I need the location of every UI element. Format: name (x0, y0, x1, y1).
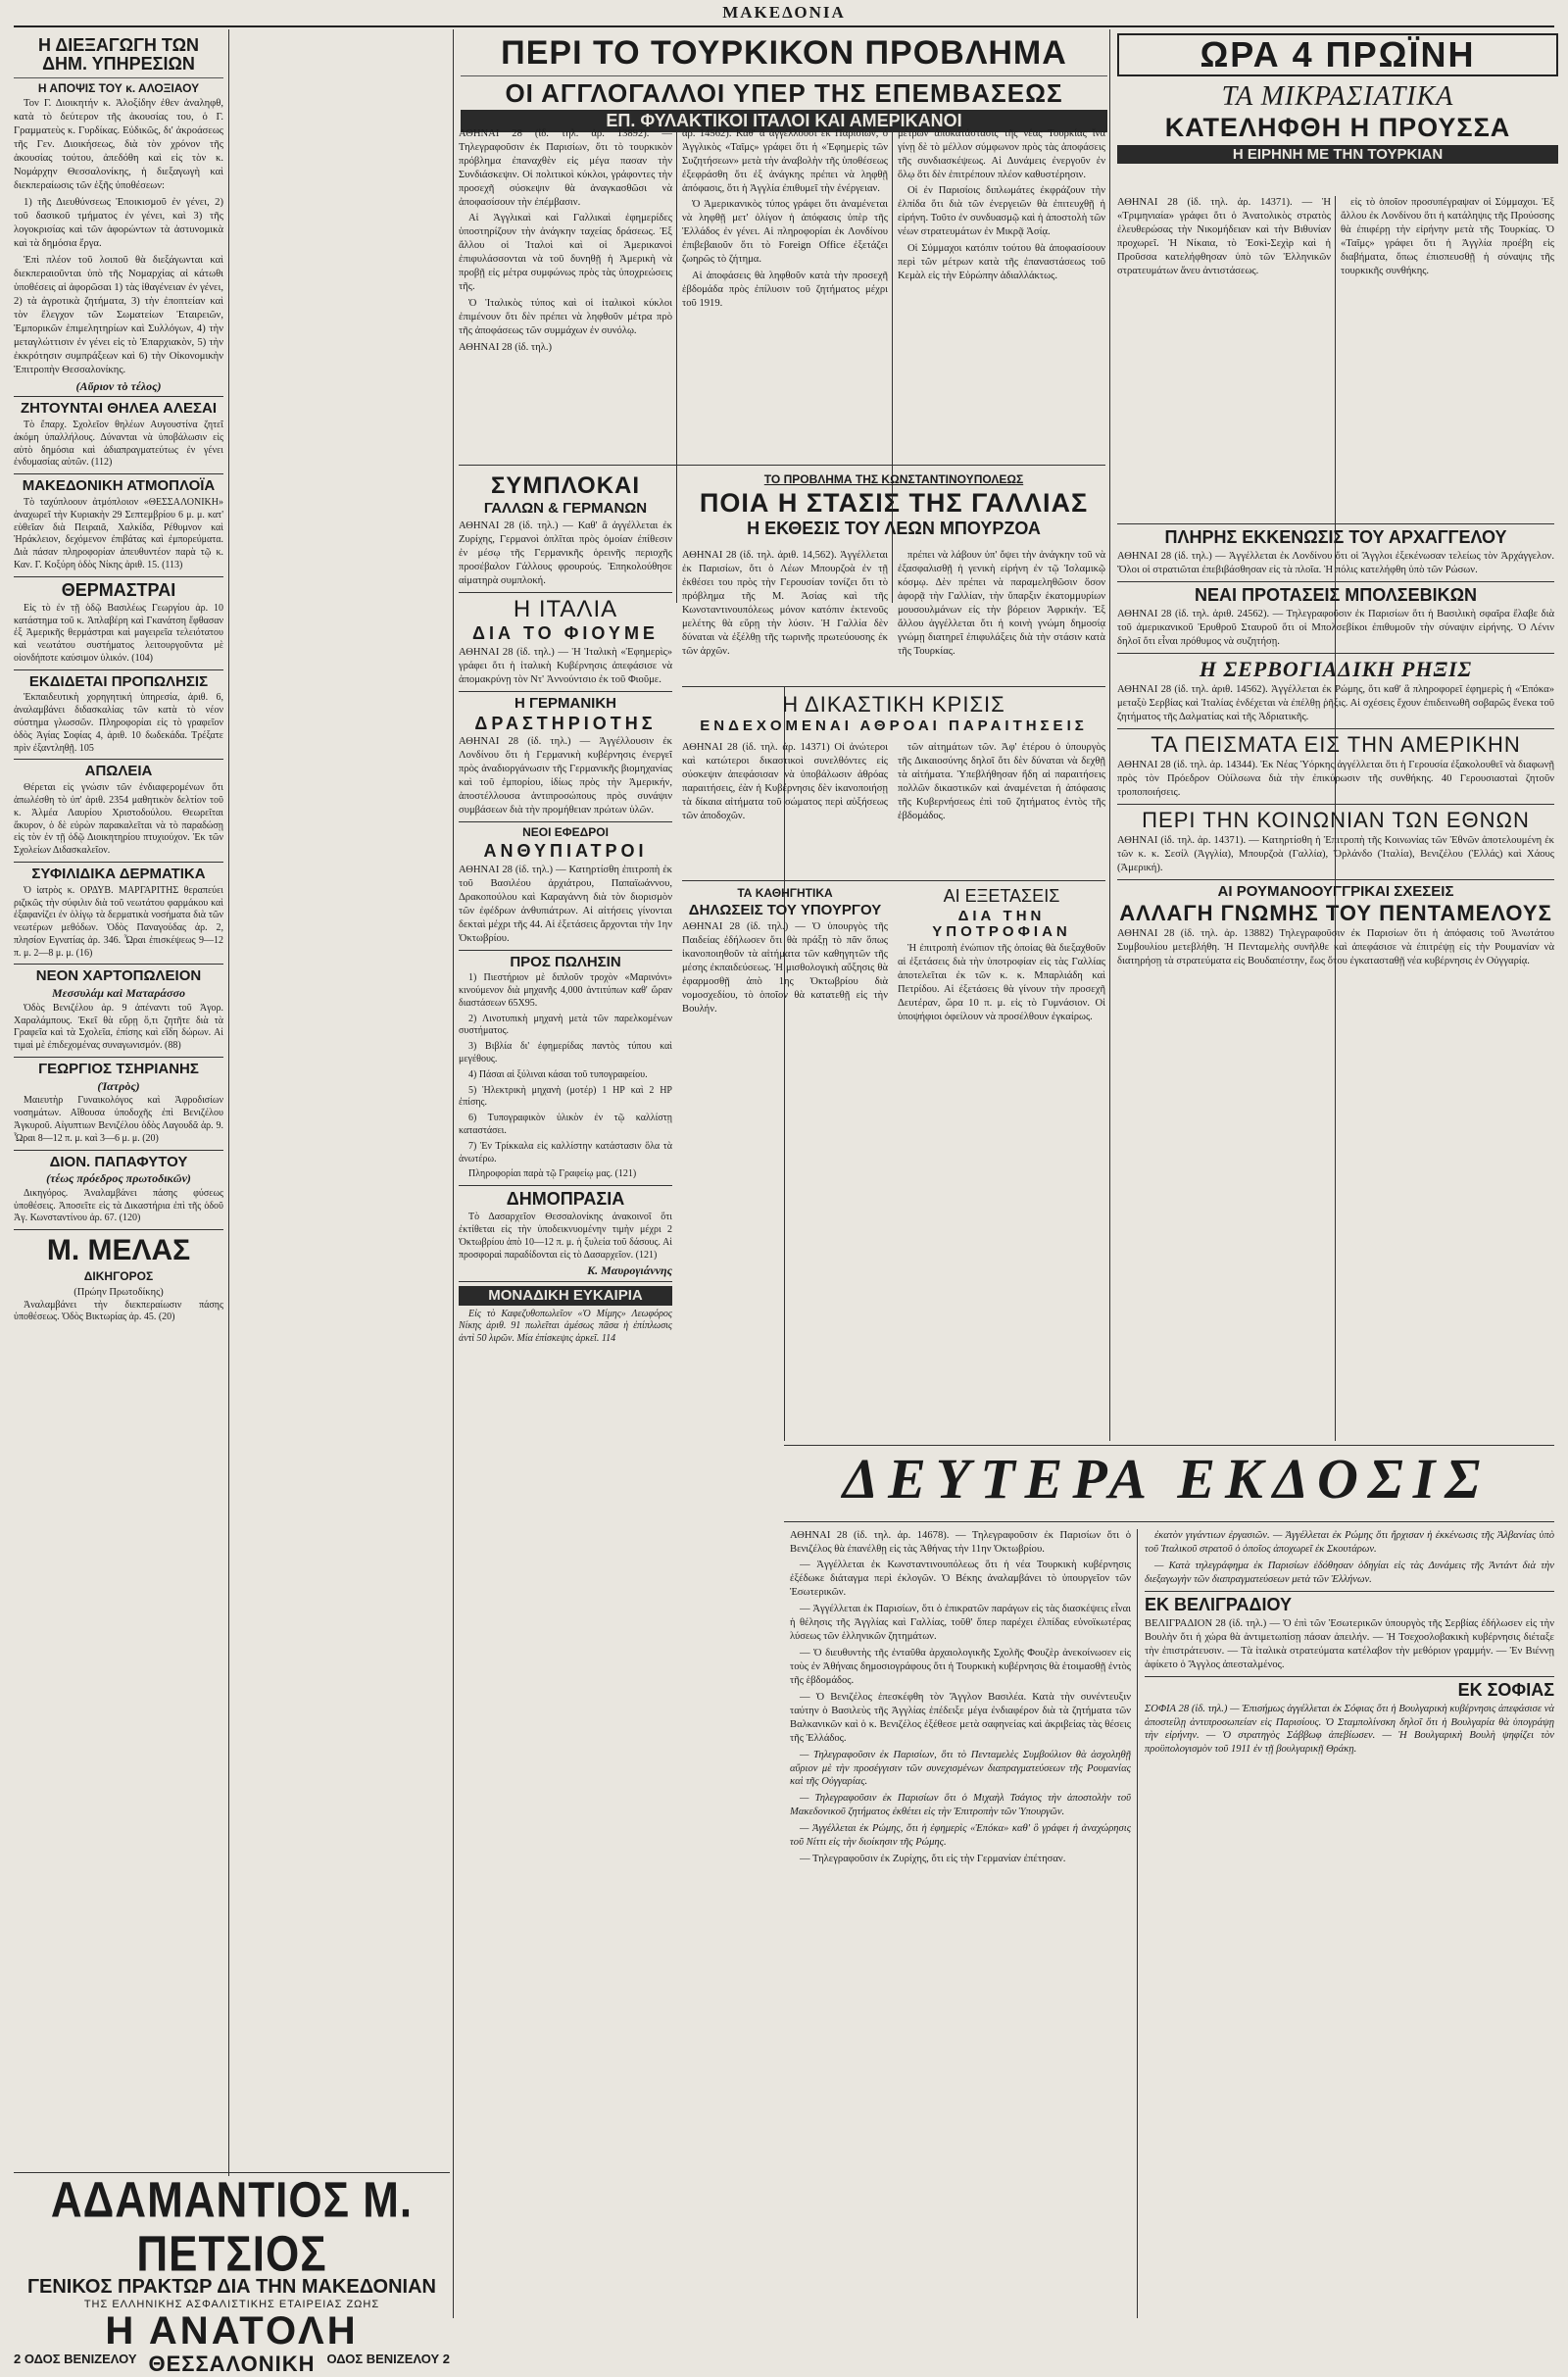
ad-title: ΔΗΜΟΠΡΑΣΙΑ (506, 1189, 625, 1210)
column-rule (1109, 29, 1110, 1441)
article-paragraph: ΑΘΗΝΑΙ 28 (ἰδ. τηλ. ἀρ. 14371). — Ἡ «Τριμηνιαία» γράφει ὅτι ὁ Ἀνατολικὸς στρατὸς ἐλευθερώσας τὴν Νικομήδειαν καὶ τὴν Βιθυνίαν προχωρεῖ. Ἡ Νίκαια, τὸ Ἐσκὶ-Σεχὶρ καὶ ἡ Προῦσσα κατελήφθησαν ὑπὸ τῶν Ἑλληνικῶν στρατευμάτων ἄνευ ἀντιστάσεως. (1117, 197, 1331, 276)
divider (14, 77, 223, 78)
article-paragraph: ΑΘΗΝΑΙ 28 (ἰδ. τηλ. ἀρ. 13882) Τηλεγραφοῦσιν ἐκ Παρισίων ὅτι ἡ ἀπόφασις τοῦ Ἀνωτάτου Συμβουλίου μετεβλήθη. Ἡ Πενταμελὴς συνῆλθε καὶ ἀπεφάσισε νὰ ἐπιτρέψῃ εἰς τὴν Ρουμανίαν νὰ διατηρήσῃ τὰ στρατεύματα εἰς Βουδαπέστην, ἕως ὅτου ἐγκατασταθῇ νέα κυβέρνησις ἐν Οὐγγαρίᾳ. (1117, 928, 1554, 967)
divider (1117, 523, 1554, 524)
divider (784, 1521, 1554, 1522)
story-paragraph: Οἱ ἐν Παρισίοις διπλωμάτες ἐκφράζουν τὴν ἐλπίδα ὅτι διὰ τῶν ἐνεργειῶν θὰ ἐπιτευχθῇ ἡ εἰρήνη. Τοῦτο ἐν συνδυασμῷ καὶ ἡ ἀποστολὴ τῶν νέων στρατευμάτων ἐν Μικρᾷ Ἀσίᾳ. (898, 184, 1105, 237)
divider (459, 950, 672, 951)
istanbul-col-1 (682, 549, 888, 686)
article-subtitle: ΓΑΛΛΩΝ & ΓΕΡΜΑΝΩΝ (483, 500, 648, 518)
second-edition-col-2 (1145, 1529, 1554, 2318)
main-headline: ΠΕΡΙ ΤΟ ΤΟΥΡΚΙΚΟΝ ΠΡΟΒΛΗΜΑ (501, 34, 1067, 72)
center-left-column (459, 470, 672, 2176)
article-paragraph: ΑΘΗΝΑΙ 28 (ἰδ. τηλ.) — Ἀγγέλλεται ἐκ Λονδίνου ὅτι οἱ Ἄγγλοι ἐξεκένωσαν τελείως τὸν Ἀρχάγγελον. Ὅλοι οἱ στρατιῶται ἐπεβιβάσθησαν εἰς τὰ πλοῖα. Ἡ πόλις κατελήφθη ὑπὸ τῶν Ρώσων. (1117, 550, 1554, 575)
column-rule (1335, 196, 1336, 520)
article-paragraph: ΑΘΗΝΑΙ 28 (ἰδ. τηλ. ἀριθ. 14562). Ἀγγέλλεται ἐκ Ρώμης, ὅτι καθ' ἃ πληροφορεῖ ἐφημερὶς ἡ «Ἐπόκα» μεταξὺ Σερβίας καὶ Ἰταλίας ἐνδέχεται νὰ ἐπέλθῃ ῥῆξις. Αἱ σχέσεις ἔχουν ἐπιδεινωθῆ σοβαρῶς ἕνεκα τοῦ ζητήματος τῆς Δαλματίας καὶ τῆς Ἀδριατικῆς. (1117, 683, 1554, 722)
article-paragraph: Ἐπὶ πλέον τοῦ λοιποῦ θὰ διεξάγωνται καὶ διεκπεραιοῦνται ὑπὸ τῆς Νομαρχίας αἱ κάτωθι ὑποθέσεις αἱ ἀφορῶσαι 1) τὰς ἰθαγένειαν ἐν γένει, 2) τὰ ἀγροτικὰ ζητήματα, 3) τὴν ἐποπτείαν καὶ τὸν ἔλεγχον τῶν Σωματείων Ἑταιρειῶν, Ἐμπορικῶν ἐπιμελητηρίων καὶ Συλλόγων, 4) τὴν μεταγλώττισιν ἐν γένει εἰς τὸ Ἐπαρχιακὸν, 5) τὴν ἐκκρότησιν συμπράξεων καὶ 6) τὴν Οἰκονομικὴν Ἐπιτροπὴν Θεσσαλονίκης. (14, 255, 223, 375)
article-paragraph: ΑΘΗΝΑΙ 28 (ἰδ. τηλ.) — Καθ' ἃ ἀγγέλλεται ἐκ Ζυρίχης, Γερμανοὶ ὁπλῖται πρὸς ὁμοίαν ἐπίθεσιν ἐν μέσῳ τῆς Γερμανικῆς ὁρεινῆς περιοχῆς προσέβαλον Γάλλους φρουρούς. Ἐπηκολούθησε αἱματηρὰ συμπλοκή. (459, 520, 672, 586)
story-paragraph: Οἱ Σύμμαχοι κατόπιν τούτου θὰ ἀποφασίσουν περὶ τῶν μέτρων κατὰ τῆς ἐπαναστάσεως τοῦ Κεμὰλ εἰς τὴν Εὐρώπην ἀδιαλλάκτως. (898, 242, 1105, 281)
ad-title: ΘΕΡΜΑΣΤΡΑΙ (61, 579, 176, 600)
divider (1117, 879, 1554, 880)
main-headline-block (461, 33, 1107, 135)
ad-text: Τὸ ἔπαρχ. Σχολεῖον θηλέων Αυγουστίνα ζητεῖ ἀκόμη ὑπαλλήλους. Δύνανται νὰ ὑποβάλωσιν εἰς αὐτὸ δημόσια καὶ ἀδιαπραγματεύτως ἐν γένει ἐνδυμασίας αὐτῶν. (112) (14, 420, 223, 469)
ad-title: ΜΟΝΑΔΙΚΗ ΕΥΚΑΙΡΙΑ (459, 1286, 672, 1306)
article-paragraph: ΑΘΗΝΑΙ 28 (ἰδ. τηλ. ἀρ. 14371) Οἱ ἀνώτεροι καὶ κατώτεροι δικαστικοὶ συνελθόντες εἰς σύσκεψιν ἀπεφάσισαν νὰ ὑποβάλωσιν ἀθρόας παραιτήσεις, ἐὰν ἡ Κυβέρνησις δὲν ἱκανοποιήσῃ τὰ δίκαια αἰτήματα τοῦ σώματος περὶ αὐξήσεως τῶν ἀποδοχῶν. (682, 742, 888, 821)
article-paragraph: ΑΘΗΝΑΙ 28 (ἰδ. τηλ.) — Ἀγγέλλουσιν ἐκ Λονδίνου ὅτι ἡ Γερμανικὴ κυβέρνησις ἐνεργεῖ πρὸς ἀναδιοργάνωσιν τῆς Γερμανικῆς βιομηχανίας καὶ τοῦ ἐμπορίου, ἰδίως πρὸς τὴν Ἀμερικήν, ἀποστέλλουσα ἀντιπροσώπους πρὸς συνάψιν συμβάσεων διὰ τὴν προμήθειαν πρώτων ὑλῶν. (459, 736, 672, 817)
banner-address (14, 2352, 450, 2377)
article-paragraph: ΑΘΗΝΑΙ 28 (ἰδ. τηλ. ἀρ. 14344). Ἐκ Νέας Ὑόρκης ἀγγέλλεται ὅτι ἡ Γερουσία ἐξακολουθεῖ νὰ διαφωνῇ πρὸς τὸν Πρόεδρον Οὐίλσωνα διὰ τὴν ἐπικύρωσιν τῆς συνθήκης. 40 Γερουσιασταὶ ζητοῦν τροποποιήσεις. (1117, 759, 1554, 798)
article-paragraph: — Τηλεγραφοῦσιν ἐκ Παρισίων ὅτι ὁ Μιχαὴλ Τσάγιος τὴν ἀποστολὴν τοῦ Μακεδονικοῦ ζητήματος ἐκθέτει εἰς τὴν Ἐπιτροπὴν τῶν Ὑπουργῶν. (790, 1793, 1131, 1818)
article-title: ΔΗΛΩΣΕΙΣ ΤΟΥ ΥΠΟΥΡΓΟΥ (688, 901, 882, 918)
dikastiki-col-2 (898, 741, 1105, 878)
ad-subtitle: ΔΙΚΗΓΟΡΟΣ (83, 1269, 154, 1284)
divider (14, 759, 223, 760)
divider (14, 473, 223, 474)
divider (1117, 653, 1554, 654)
column-rule (1137, 1529, 1138, 2318)
ad-title: ΓΕΩΡΓΙΟΣ ΤΣΗΡΙΑΝΗΣ (38, 1061, 199, 1078)
article-title: ΕΚ ΒΕΛΙΓΡΑΔΙΟΥ (1145, 1594, 1292, 1614)
article-paragraph: — Ἀγγέλλεται ἐκ Ρώμης, ὅτι ἡ ἐφημερὶς «Ἐπόκα» καθ' ὃ γράφει ἡ ἀναχώρησις τοῦ Νίττι εἰς τὴν διοίκησιν τῆς Ρώμης. (790, 1823, 1131, 1849)
second-edition-title: ΔΕΥΤΕΡΑ ΕΚΔΟΣΙΣ (842, 1447, 1491, 1510)
masthead: ΜΑΚΕΔΟΝΙΑ (722, 3, 846, 22)
ad-title: ΕΚΔΙΔΕΤΑΙ ΠΡΟΠΩΛΗΣΙΣ (28, 672, 209, 690)
story-paragraph: ἀρ. 14562). Καθ' ἃ ἀγγέλλουσι ἐκ Παρισίων, ὁ Ἀγγλικὸς «Ταῖμς» γράφει ὅτι ἡ «Ἐφημερὶς τῶν Συζητήσεων» μετὰ τὴν ἀναβολὴν τῆς ὑποθέσεως ἐξεφράσθη ὅτι ἐξ ἀνάγκης πρέπει νὰ ληφθῇ ἀπόφασις, ὅτι ἡ Ἀγγλία ἐπιθυμεῖ τὴν ἐνέργειαν. (682, 128, 888, 194)
main-story-col-2 (682, 127, 888, 461)
article-subtitle: Η ΕΙΡΗΝΗ ΜΕ ΤΗΝ ΤΟΥΡΚΙΑΝ (1117, 145, 1558, 165)
divider (14, 1229, 223, 1230)
article-paragraph: ΑΘΗΝΑΙ 28 (ἰδ. τηλ. ἀριθ. 14,562). Ἀγγέλλεται ἐκ Παρισίων, ὅτι ὁ Λέων Μπουρζοὰ ἐν τῇ ἐκθέσει του πρὸς τὴν Γερουσίαν τονίζει ὅτι τὸ πρόβλημα τῆς Μ. Ἀσίας καὶ τῆς Κωνσταντινουπόλεως μόνον κατόπιν ἐκτενοῦς μελέτης θὰ εὕρῃ τὴν λύσιν. Ἡ Γαλλία δὲν δύναται νὰ ἐξέλθῃ τῆς τωρινῆς πρωτεύουσης ἐκ τῶν ἀρχῶν. (682, 550, 888, 657)
article-title: ΑΛΛΑΓΗ ΓΝΩΜΗΣ ΤΟΥ ΠΕΝΤΑΜΕΛΟΥΣ (1119, 901, 1552, 926)
ad-text: Πληροφορίαι παρὰ τῷ Γραφείῳ μας. (121) (468, 1168, 637, 1180)
story-paragraph: ΑΘΗΝΑΙ 28 (ἰδ. τηλ.) (459, 341, 553, 353)
for-sale-item: 5) Ἠλεκτρικὴ μηχανὴ (μοτέρ) 1 ΗΡ καὶ 2 ΗΡ ἐπίσης. (459, 1084, 672, 1109)
article-paragraph: ΑΘΗΝΑΙ 28 (ἰδ. τηλ. ἀριθ. 24562). — Τηλεγραφοῦσιν ἐκ Παρισίων ὅτι ἡ Βασιλικὴ σφαῖρα ἔλαβε διὰ τοῦ ἀμερικανικοῦ Ἐρυθροῦ Σταυροῦ ὅτι οἱ Μπολσεβίκοι ἐπιθυμοῦν τὴν σύναψιν εἰρήνης. Ὁ Λένιν δηλοῖ ὅτι εἶναι πρόθυμος νὰ συζητήσῃ. (1117, 608, 1554, 647)
second-column (235, 33, 447, 2170)
divider (459, 821, 672, 822)
main-story-col-1 (459, 127, 672, 461)
article-paragraph: ΑΘΗΝΑΙ 28 (ἰδ. τηλ.) — Ὁ ὑπουργὸς τῆς Παιδείας ἐδήλωσεν ὅτι θὰ πράξῃ τὸ πᾶν ὅπως ἱκανοποιηθοῦν τὰ αἰτήματα τῶν καθηγητῶν τῆς μέσης ἐκπαιδεύσεως. Ἡ μισθολογικὴ αὔξησις θὰ ἐφαρμοσθῇ ἀπὸ 1ης Ὀκτωβρίου διὰ νομοσχεδίου, τὸ ὁποῖον θὰ κατατεθῇ εἰς τὴν Βουλήν. (682, 921, 888, 1015)
article-title: Η ΔΙΕΞΑΓΩΓΗ ΤΩΝ ΔΗΜ. ΥΠΗΡΕΣΙΩΝ (37, 35, 200, 74)
article-title: ΝΕΟΙ ΕΦΕΔΡΟΙ (522, 825, 609, 840)
main-kicker: ΕΠ. ΦΥΛΑΚΤΙΚΟΙ ΙΤΑΛΟΙ ΚΑΙ ΑΜΕΡΙΚΑΝΟΙ (461, 110, 1107, 132)
ad-subtitle: (Πρώην Πρωτοδίκης) (74, 1286, 164, 1298)
article-paragraph: τῶν αἰτημάτων τῶν. Ἀφ' ἑτέρου ὁ ὑπουργὸς τῆς Δικαιοσύνης δηλοῖ ὅτι δὲν δύναται νὰ δεχθῇ τὰ αἰτήματα. Ὑπεβλήθησαν ἤδη αἱ παραιτήσεις πολλῶν δικαστικῶν καὶ ἀναμένεται ἡ ἀπόφασις τῆς Κυβερνήσεως ἐπὶ τοῦ ζητήματος ἐντὸς τῆς ἑβδομάδος. (898, 742, 1105, 821)
for-sale-item: 3) Βιβλία δι' ἐφημερίδας παντὸς τύπου καὶ μεγέθους. (459, 1041, 672, 1065)
divider (14, 576, 223, 577)
exetaseis-story (898, 884, 1105, 1443)
article-subtitle: ΔΙΑ ΤΟ ΦΙΟΥΜΕ (472, 622, 659, 643)
ad-title: ΝΕΟΝ ΧΑΡΤΟΠΩΛΕΙΟΝ (35, 967, 202, 985)
article-title: ΝΕΑΙ ΠΡΟΤΑΣΕΙΣ ΜΠΟΛΣΕΒΙΚΩΝ (1194, 584, 1478, 605)
right-story-col-1 (1117, 196, 1331, 520)
divider (459, 1185, 672, 1186)
divider (1145, 1591, 1554, 1592)
ad-text: Τὸ ταχύπλοουν ἀτμόπλοιον «ΘΕΣΣΑΛΟΝΙΚΗ» ἀναχωρεῖ τὴν Κυριακὴν 29 Σεπτεμβρίου 6 μ. μ. κατ' εὐθεῖαν διὰ Πειραιᾶ, Χαλκίδα, Ρέθυμνον καὶ Ἡράκλειον, δεχόμενον ἐπιβάτας καὶ ἐμπορεύματα. Διὰ πάσαν πληροφορίαν ἀπευθυντέον παρὰ τῷ κ. Καν. Γ. Κοξύρη ὁδὸς Νίκης ἀριθ. 15. (113) (14, 497, 223, 571)
story-paragraph: μέτρων ἀποκατάστασις τῆς νέας Τουρκίας ἵνα γίνῃ δὲ τὸ μέλλον σύμφωνον πρὸς τὰς ἀποφάσεις τῆς συνδιασκέψεως. Αἱ Δυνάμεις ἐνεργοῦν ἐν ὅλῳ ὅτι δὲν ἐπιτρέπουν πλέον καθυστέρησιν. (898, 128, 1105, 180)
ad-title: ΜΑΚΕΔΟΝΙΚΗ ΑΤΜΟΠΛΟΪΑ (22, 477, 216, 495)
divider (459, 465, 1105, 466)
ad-title: ΣΥΦΙΛΙΔΙΚΑ ΔΕΡΜΑΤΙΚΑ (31, 865, 206, 882)
article-title: Η ΣΕΡΒΟΓΙΑΔΙΚΗ ΡΗΞΙΣ (1199, 656, 1473, 681)
article-kicker: ΤΑ ΚΑΘΗΓΗΤΙΚΑ (737, 886, 833, 900)
ad-text: Εἰς τὸ Καφεζυθοπωλεῖον «Ὁ Μίμης» Λεωφόρος Νίκης ἀριθ. 91 πωλεῖται ἀμέσως πᾶσα ἡ ἐπίπλωσις ἀντὶ 50 λιρῶν. Μία ἐπίσκεψις ἀρκεῖ. 114 (459, 1308, 672, 1345)
ad-subtitle: (τέως πρόεδρος πρωτοδικῶν) (46, 1171, 191, 1186)
for-sale-list (459, 972, 672, 1165)
article-paragraph: — Τηλεγραφοῦσιν ἐκ Ζυρίχης, ὅτι εἰς τὴν Γερμανίαν ἐπέτησαν. (800, 1854, 1066, 1865)
divider (1145, 1676, 1554, 1677)
divider (14, 1150, 223, 1151)
dikastiki-head (682, 690, 1105, 737)
story-paragraph: Ὁ Ἰταλικὸς τύπος καὶ οἱ ἰταλικοὶ κύκλοι ἐπιμένουν ὅτι δὲν πρέπει νὰ ληφθοῦν μέτρα πρὸ τῆς ἀποφάσεως τῶν συμμάχων ἐν συνόλῳ. (459, 297, 672, 336)
article-paragraph: Τον Γ. Διοικητήν κ. Ἀλοξίδην ἐθεν ἀναληφθ, κατὰ τὸ δεύτερον τῆς ἀκουσίας του, ὁ Γ. Γραμματεὺς κ. Γυρδίκας. Εὐδικῶς, δι' ἀκροάσεως τῆς Γεν. Διοικήσεως, διὰ τὸν χρόνον τῆς ἀκουσίας τούτου, ἀπεδόθη καὶ εἰς τὸν κ. Νομάρχην Θεσσαλονίκης, ἡ διεξαγωγὴ καὶ διεκπεραίωσις τῶν ἑξῆς ὑποθέσεων: (14, 98, 223, 192)
article-subtitle: ΔΙΑ ΤΗΝ ΥΠΟΤΡΟΦΙΑΝ (932, 907, 1071, 940)
article-title: ΑΙ ΕΞΕΤΑΣΕΙΣ (943, 886, 1060, 906)
article-title: Η ΓΕΡΜΑΝΙΚΗ (514, 694, 617, 712)
ad-text: Μαιευτὴρ Γυναικολόγος καὶ Ἀφροδισίων νοσημάτων. Αἴθουσα ὑποδοχῆς ἐπὶ Βενιζέλου Ἀγκυροῦ. Αἰγυπτιων Βενιζέλου ὁδὸς Λαγουδᾶ ἀρ. 9. Ὧραι 8—12 π. μ. καὶ 3—6 μ. μ. (20) (14, 1095, 223, 1144)
divider (459, 592, 672, 593)
divider (461, 75, 1107, 76)
divider (1117, 804, 1554, 805)
kathigitika-story (682, 884, 888, 1443)
right-top-block (1117, 33, 1558, 167)
banner-company: Η ΑΝΑΤΟΛΗ (105, 2309, 359, 2352)
article-title: ΠΛΗΡΗΣ ΕΚΚΕΝΩΣΙΣ ΤΟΥ ΑΡΧΑΓΓΕΛΟΥ (1164, 527, 1507, 547)
ad-text: Ἐκπαιδευτικὴ χορηγητική ὑπηρεσία, ἀριθ. 6, ἀναλαμβάνει διδασκαλίας τῶν κατὰ τὸ νέον σύστημα γλωσσῶν. Πληροφορίαι εἰς τὸ γραφεῖον ὁδὸς Ἀγίας Σοφίας 4, ἀριθ. 10 δωδεκάδα. Τρέξατε πρὶν ἐξαντληθῇ. 105 (14, 692, 223, 754)
ad-text: Θέρεται εἰς γνώσιν τῶν ἐνδιαφερομένων ὅτι ἀπωλέσθη τὸ ὑπ' ἀριθ. 2354 μαθητικὸν δελτίον τοῦ κ. Ἀλμέα Λαυρίου Χριστοδούλου. Θεωρεῖται ἄκυρον, ὁ δὲ εὑρὼν παρακαλεῖται νὰ τὸ παραδώσῃ εἰς τὸν ἐν τῇ ὁδῷ Διοικητηρίου πτυχιούχον. Ἐκ τῶν Σχολείων Διδασκαλεῖον. (14, 782, 223, 857)
divider (14, 1057, 223, 1058)
article-paragraph: ΒΕΛΙΓΡΑΔΙΟΝ 28 (ἰδ. τηλ.) — Ὁ ἐπὶ τῶν Ἐσωτερικῶν ὑπουργὸς τῆς Σερβίας ἐδήλωσεν εἰς τὴν Βουλὴν ὅτι ἡ χώρα θὰ ἀντιμετωπίσῃ πάσαν ἀπειλήν. — Ἡ Τσεχοσλοβακικὴ κυβέρνησις διέταξε τὴν ἐπιστράτευσιν. — Τὰ ἰταλικὰ στρατεύματα κατέλαβον τὴν μεθόριον γραμμήν. — Ἐν Βιέννῃ ἀφίκετο ὁ Ἄγγλος ἀπεσταλμένος. (1145, 1617, 1554, 1670)
article-paragraph: 1) τῆς Διευθύνσεως Ἐποικισμοῦ ἐν γένει, 2) τοῦ δασικοῦ τμήματος ἐν γένει, καὶ 3) τῆς λογοκρισίας καὶ τῶν ἀφορώντων τὰ ἀστυνομικὰ καὶ τὰ δημόσια ἔργα. (14, 197, 223, 250)
ad-text: Τὸ Δασαρχεῖον Θεσσαλονίκης ἀνακοινοῖ ὅτι ἐκτίθεται εἰς τὴν ὑποδεικνυομένην τιμὴν μέχρι 2 Ὀκτωβρίου ἀπὸ 10—12 π. μ. ἡ ξυλεία τοῦ δάσους. Αἱ προσφοραὶ παραδίδονται εἰς τὸ Δασαρχεῖον. (121) (459, 1212, 672, 1261)
divider (459, 691, 672, 692)
agent-banner (14, 2172, 450, 2376)
ad-text: Δικηγόρος. Ἀναλαμβάνει πάσης φύσεως ὑποθέσεις. Ἀποσεῖτε εἰς τὰ Δικαστήρια ἐπὶ τῆς ὁδοῦ Ἁγ. Κωνσταντίνου ἀρ. 67. (120) (14, 1187, 223, 1224)
ad-text: Εἰς τὸ ἐν τῇ ὁδῷ Βασιλέως Γεωργίου ἀρ. 10 κατάστημα τοῦ κ. Ἀπλαβέρη καὶ Γκανάτση ἔφθασαν ἐξ Ἀμερικῆς θερμάστραι καὶ μαγειρεῖα τελειότατου καὶ νεωτάτου συστήματος λειτουργοῦντα μὲ οἰονδήποτε καύσιμον ὑλικόν. (104) (14, 602, 223, 664)
article-subtitle: ΑΝΘΥΠΙΑΤΡΟΙ (483, 840, 648, 861)
article-kicker: ΤΑ ΜΙΚΡΑΣΙΑΤΙΚΑ (1221, 81, 1454, 112)
banner-role-2: ΤΗΣ ΕΛΛΗΝΙΚΗΣ ΑΣΦΑΛΙΣΤΙΚΗΣ ΕΤΑΙΡΕΙΑΣ ΖΩΗΣ (83, 2299, 380, 2310)
divider (1117, 728, 1554, 729)
article-paragraph: ΣΟΦΙΑ 28 (ἰδ. τηλ.) — Ἐπισήμως ἀγγέλλεται ἐκ Σόφιας ὅτι ἡ Βουλγαρικὴ κυβέρνησις ἀπεφάσισε νὰ ἀποστείλῃ ἀντιπροσωπείαν εἰς Παρισίους. Ὁ Σταμπολίνσκη δηλοῖ ὅτι ἡ Βουλγαρία θὰ ὑπογράψῃ τὴν εἰρήνην. — Ὁ στρατηγὸς Σάββωφ ἀπεβίωσεν. — Ἡ Βουλγαρικὴ Βουλὴ ψηφίζει τὸν προϋπολογισμὸν τοῦ 1911 ἐν τῇ βουλγαρικῇ Θράκῃ. (1145, 1703, 1554, 1756)
ad-title: ΑΠΩΛΕΙΑ (84, 763, 153, 780)
divider (459, 1281, 672, 1282)
banner-name: ΑΔΑΜΑΝΤΙΟΣ Μ. ΠΕΤΣΙΟΣ (50, 2172, 414, 2283)
for-sale-item: 6) Τυπογραφικὸν ὑλικὸν ἐν τῷ καλλίστῃ καταστάσει. (459, 1113, 672, 1137)
divider (682, 686, 1105, 687)
banner-address-right: ΟΔΟΣ ΒΕΝΙΖΕΛΟΥ 2 (326, 2352, 450, 2366)
article-paragraph: εἰς τὸ ὁποῖον προσυπέγραψαν οἱ Σύμμαχοι. Ἐξ ἄλλου ἐκ Λονδίνου ὅτι ἡ κατάληψις τῆς Προύσσης θὰ ἐπιφέρῃ τὴν εἰρήνην μετὰ τῆς Τουρκίας. Ὁ «Ταῖμς» γράφει ὅτι ἡ Ἀγγλία προέβη εἰς διαβήματα, ὅπως ἐπισπευσθῇ ἡ σύναψις τῆς τουρκικῆς συνθήκης. (1341, 197, 1554, 276)
column-rule (676, 127, 677, 603)
article-paragraph: — Ὁ Βενιζέλος ἐπεσκέφθη τὸν Ἄγγλον Βασιλέα. Κατὰ τὴν συνέντευξιν ταύτην ὁ Βασιλεὺς τῆς Ἀγγλίας ἐπέδειξε μέγα ἐνδιαφέρον διὰ τὰ ζητήματα τῶν Βαλκανικῶν καὶ ὁ κ. Βενιζέλος ἐξέθεσε μετὰ σαφηνείας καὶ ἀκριβείας τὰς θέσεις τῆς Ἑλλάδος. (790, 1691, 1131, 1744)
ad-text: Ὁδὸς Βενιζέλου ἀρ. 9 ἀπέναντι τοῦ Ἀγορ. Χαραλάμπους. Ἐκεῖ θὰ εὕρῃ ὅ,τι ζητῆτε διὰ τὰ Γραφεῖα καὶ τὰ Σχολεῖα, ἐπίσης καὶ εἴδη δώρων. Αἱ τιμαὶ μὲ ἐπιδεχομένας συναγωνισμόν. (88) (14, 1002, 223, 1052)
for-sale-item: 7) Ἐν Τρίκκαλα εἰς καλλίστην κατάστασιν ὅλα τὰ ἀνωτέρω. (459, 1140, 672, 1164)
article-paragraph: — Κατὰ τηλεγράφημα ἐκ Παρισίων ἐδόθησαν ὁδηγίαι εἰς τὰς Δυνάμεις τῆς Ἀντάντ διὰ τὴν διεξαγωγὴν τῶν διαπραγματεύσεων μετὰ τῶν Ἑλλήνων. (1145, 1560, 1554, 1585)
ad-signature: Κ. Μαυρογιάννης (587, 1263, 672, 1278)
article-kicker: ΑΙ ΡΟΥΜΑΝΟΟΥΓΓΡΙΚΑΙ ΣΧΕΣΕΙΣ (1217, 882, 1454, 900)
left-column (14, 33, 223, 2175)
article-title: ΠΕΡΙ ΤΗΝ ΚΟΙΝΩΝΙΑΝ ΤΩΝ ΕΘΝΩΝ (1142, 807, 1530, 832)
ad-title: Μ. ΜΕΛΑΣ (46, 1234, 191, 1267)
article-kicker: ΤΟ ΠΡΟΒΛΗΜΑ ΤΗΣ ΚΩΝΣΤΑΝΤΙΝΟΥΠΟΛΕΩΣ (763, 472, 1024, 486)
article-title: ΕΚ ΣΟΦΙΑΣ (1457, 1679, 1554, 1700)
ad-text: Ἀναλαμβάνει τὴν διεκπεραίωσιν πάσης ὑποθέσεως. Ὁδὸς Βικτωρίας ἀρ. 45. (20) (14, 1299, 223, 1323)
ad-text: Ὁ ἰατρὸς κ. ΟΡΔΥΒ. ΜΑΡΓΑΡΙΤΗΣ θεραπεύει ριζικῶς τὴν σύφιλιν διὰ τοῦ νεωτάτου φαρμάκου καὶ ἐξαφανίζει ἐν ὀλίγῳ τὰ δερματικὰ νοσήματα διὰ τῶν νεωτέρων μεθόδων. Ὁδὸς Παναγούδας ἀρ. 2, πλησίον Εγνατίας ἀρ. 346. Ὧραι ἐπισκέψεως 9—12 π. μ. 2—8 μ. μ. (16) (14, 884, 223, 959)
column-rule (453, 29, 454, 2318)
article-title: Η ΙΤΑΛΙΑ (513, 595, 618, 622)
ad-title: ΠΡΟΣ ΠΩΛΗΣΙΝ (510, 953, 621, 970)
ad-subtitle: Μεσσυλάμ καὶ Ματαράσσο (51, 986, 185, 1001)
ad-subtitle: (Ἰατρὸς) (97, 1078, 140, 1093)
ad-title: ΔΙΟΝ. ΠΑΠΑΦΥΤΟΥ (49, 1153, 188, 1170)
article-subtitle: Η ΕΚΘΕΣΙΣ ΤΟΥ ΛΕΩΝ ΜΠΟΥΡΖΟΑ (747, 518, 1041, 538)
dikastiki-col-1 (682, 741, 888, 878)
story-paragraph: Αἱ Ἀγγλικαὶ καὶ Γαλλικαὶ ἐφημερίδες ὑποστηρίζουν τὴν ἀνάγκην ταχείας δράσεως. Ἐξ ἄλλου οἱ Ἰταλοὶ καὶ οἱ Ἀμερικανοὶ ἐπιφυλάσσονται νὰ τοῦ δυνηθῇ ἡ Ἀμερικὴ νὰ προβῇ εἰς μέτρα συμφώνως πρὸς τὰς ὑποχρεώσεις τῆς. (459, 212, 672, 292)
article-paragraph: Ἡ ἐπιτροπὴ ἐνώπιον τῆς ὁποίας θὰ διεξαχθοῦν αἱ ἐξετάσεις διὰ τὴν ὑποτροφίαν εἰς τὰς Γαλλίας ἀποτελεῖται ἐκ τῶν κ. κ. Μπαρλιάδη καὶ Πετρίδου. Αἱ ἐξετάσεις θὰ γίνουν τὴν προσεχῆ Δευτέραν, ὥρα 10 π. μ. εἰς τὸ Γυμνάσιον. Οἱ ὑποψήφιοι ὀφείλουν νὰ προσέλθουν ἐγκαίρως. (898, 943, 1105, 1023)
main-subheadline: ΟΙ ΑΓΓΛΟΓΑΛΛΟΙ ΥΠΕΡ ΤΗΣ ΕΠΕΜΒΑΣΕΩΣ (505, 77, 1063, 108)
for-sale-item: 2) Λινοτυπικὴ μηχανὴ μετὰ τῶν παρελκομένων συστήματος. (459, 1013, 672, 1037)
article-paragraph: πρέπει νὰ λάβουν ὑπ' ὄψει τὴν ἀνάγκην τοῦ νὰ ἐξασφαλισθῇ ἡ γενικὴ εἰρήνη ἐν τῷ Ἰσλαμικῷ κόσμῳ. Δὲν πρέπει νὰ παραμεληθῶσιν ὅσον ἀφορᾷ τὴν Γαλλίαν, τὴν ὕπαρξιν ἑκατομμυρίων μουσουλμάνων εἰς τὴν βόρειον Ἀφρικήν. Ἐξ ἄλλου ἀγγέλλεται ὅτι ἡ κοινὴ γνώμη δημοσίᾳ γνώμῃ διατηρεῖ ἐπιφυλάξεις διὰ τὴν στάσιν κατὰ τῆς Τουρκίας. (898, 550, 1105, 657)
banner-role: ΓΕΝΙΚΟΣ ΠΡΑΚΤΩΡ ΔΙΑ ΤΗΝ ΜΑΚΕΔΟΝΙΑΝ (27, 2276, 436, 2298)
divider (14, 862, 223, 863)
divider (14, 669, 223, 670)
main-story-col-3 (898, 127, 1105, 461)
divider (14, 964, 223, 965)
top-rule (14, 25, 1554, 27)
right-story-col-2 (1341, 196, 1554, 520)
article-title: ΠΟΙΑ Η ΣΤΑΣΙΣ ΤΗΣ ΓΑΛΛΙΑΣ (699, 487, 1089, 518)
divider (1117, 581, 1554, 582)
article-paragraph: ΑΘΗΝΑΙ 28 (ἰδ. τηλ.) — Ἡ Ἰταλικὴ «Ἐφημερὶς» γράφει ὅτι ἡ ἰταλικὴ Κυβέρνησις ἀπεφάσισε νὰ ἀπομακρύνῃ τὸν Ντ' Ἀννούντσιο ἐκ τοῦ Φιοῦμε. (459, 646, 672, 685)
article-subtitle: ΕΝΔΕΧΟΜΕΝΑΙ ΑΘΡΟΑΙ ΠΑΡΑΙΤΗΣΕΙΣ (700, 718, 1088, 735)
divider (14, 396, 223, 397)
divider (682, 880, 1105, 881)
article-paragraph: — Ἀγγέλλεται ἐκ Κωνσταντινουπόλεως ὅτι ἡ νέα Τουρκικὴ κυβέρνησις ἐξέδωκε διάταγμα περὶ ἐκλογῶν. Ὁ Βέκης ἀναλαμβάνει τὸ ὑπουργεῖον τῶν Ἐσωτερικῶν. (790, 1559, 1131, 1598)
article-paragraph: — Ἀγγέλλεται ἐκ Παρισίων, ὅτι ὁ ἐπικρατῶν παράγων εἰς τὰς διασκέψεις εἶναι ἡ θέλησις τῆς Ἀγγλίας καὶ Γαλλίας, τοῦθ' ὅπερ παρέχει ἐλπίδας εὐνοϊκωτέρας λύσεως τῶν ἑλληνικῶν ζητημάτων. (790, 1603, 1131, 1642)
right-lower-stack (1117, 520, 1554, 1446)
article-subtitle: Η ΑΠΟΨΙΣ ΤΟΥ κ. ΑΛΟΞΙΑΟΥ (37, 80, 200, 95)
divider (784, 1445, 1554, 1446)
story-paragraph: Αἱ ἀποφάσεις θὰ ληφθοῦν κατὰ τὴν προσεχῆ ἑβδομάδα πρὸς ἐπίλυσιν τοῦ ζητήματος μέχρι τοῦ 1919. (682, 270, 888, 309)
banner-city: ΘΕΣΣΑΛΟΝΙΚΗ (148, 2352, 316, 2376)
article-subtitle: ΔΡΑΣΤΗΡΙΟΤΗΣ (474, 713, 657, 733)
article-paragraph: — Ὁ διευθυντὴς τῆς ἐνταῦθα ἀρχαιολογικῆς Σχολῆς Φουζὲρ ἀνεκοίνωσεν εἰς τοὺς ἐν Ἀθήναις δημοσιογράφους ὅτι ἡ Τουρκικὴ κυβέρνησις θὰ ἑτοιμασθῇ ἐντὸς τῆς ἑβδομάδος. (790, 1647, 1131, 1686)
article-signoff: (Αὔριον τὸ τέλος) (75, 378, 162, 393)
article-paragraph: ΑΘΗΝΑΙ 28 (ἰδ. τηλ.) — Κατηρτίσθη ἐπιτροπὴ ἐκ τοῦ Βασιλέου ἀρχιάτρου, Παπαϊωάννου, Δρακοπούλου καὶ Καραγάννη διὰ τὸν διορισμὸν τῶν ἐφέδρων ἀνθυπιάτρων. Αἱ αἰτήσεις γίνονται δεκταὶ μέχρι τῆς 44. Αἱ ἐξετάσεις ἄρχονται τὴν 1ην Ὀκτωβρίου. (459, 864, 672, 944)
second-edition-col-1 (790, 1529, 1131, 2318)
story-paragraph: Ὁ Ἀμερικανικὸς τύπος γράφει ὅτι ἀναμένεται νὰ ληφθῇ μετ' ὀλίγον ἡ ἀπόφασις ὑπὲρ τῆς Ἑλλάδος ἐν γένει. Αἱ πληροφορίαι ἐκ Λονδίνου ἐπιβεβαιοῦν ὅτι τὸ Foreign Office ἐξετάζει ζωηρῶς τὸ ζήτημα. (682, 198, 888, 265)
for-sale-item: 4) Πάσαι αἱ ξύλιναι κάσαι τοῦ τυπογραφείου. (468, 1068, 648, 1080)
ad-title: ΖΗΤΟΥΝΤΑΙ ΘΗΛΕΑ ΑΛΕΣΑΙ (21, 400, 217, 418)
article-title: Η ΔΙΚΑΣΤΙΚΗ ΚΡΙΣΙΣ (782, 692, 1005, 717)
for-sale-item: 1) Πιεστήριον μὲ διπλοῦν τροχὸν «Μαρινόνι» κινούμενον διὰ μηχανῆς 4,000 ἀντιτύπων καθ' ὥραν διαστάσεων 65Χ95. (459, 972, 672, 1009)
article-paragraph: ΑΘΗΝΑΙ (ἰδ. τηλ. ἀρ. 14371). — Κατηρτίσθη ἡ Ἐπιτροπὴ τῆς Κοινωνίας τῶν Ἐθνῶν ἀποτελουμένη ἐκ τῶν κ. κ. Σεσίλ (Ἀγγλία), Μπουρζοὰ (Γαλλία), Ὀρλάνδο (Ἰταλία), Βενιζέλου (Ἑλλάς) καὶ Χάους (Ἀμερική). (1117, 834, 1554, 873)
article-title: ΣΥΜΠΛΟΚΑΙ (490, 472, 641, 499)
column-rule (228, 29, 229, 2176)
story-paragraph: ΑΘΗΝΑΙ 28 (ἰδ. τηλ. ἀρ. 13892). — Τηλεγραφοῦσιν ἐκ Παρισίων, ὅτι τὸ τουρκικὸν πρόβλημα ἐπαναχθὲν εἰς μέγα πασαν τὴν Συνδιάσκεψιν. Οἱ πολιτικοὶ κύκλοι, γράφοντες τὴν προσεχῆ σύσκεψιν θὰ ἀναγκασθῶσι νὰ ἀποφασίσουν τὴν ἐπέμβασιν. (459, 128, 672, 208)
article-title: ΤΑ ΠΕΙΣΜΑΤΑ ΕΙΣ ΤΗΝ ΑΜΕΡΙΚΗΝ (1151, 731, 1521, 757)
article-paragraph: ΑΘΗΝΑΙ 28 (ἰδ. τηλ. ἀρ. 14678). — Τηλεγραφοῦσιν ἐκ Παρισίων ὅτι ὁ Βενιζέλος θὰ ἐπανέλθῃ εἰς τὰς Ἀθήνας τὴν 11ην Ὀκτωβρίου. (790, 1530, 1131, 1555)
article-title: ΚΑΤΕΛΗΦΘΗ Η ΠΡΟΥΣΣΑ (1164, 113, 1511, 143)
article-paragraph: — Τηλεγραφοῦσιν ἐκ Παρισίων, ὅτι τὸ Πενταμελὲς Συμβούλιον θὰ ἀσχοληθῇ αὔριον μὲ τὴν προσέγγισιν τῶν συνεχισμένων διαπραγματεύσεων τῆς Ρουμανίας καὶ τῆς Οὐγγαρίας. (790, 1749, 1131, 1788)
edition-time: ΩΡΑ 4 ΠΡΩΪΝΗ (1117, 33, 1558, 76)
banner-address-left: 2 ΟΔΟΣ ΒΕΝΙΖΕΛΟΥ (14, 2352, 137, 2366)
article-paragraph: ἐκατὸν γιγάντιων ἐργασιῶν. — Ἀγγέλλεται ἐκ Ρώμης ὅτι ἤρχισαν ἡ ἐκκένωσις τῆς Ἀλβανίας ὑπὸ τοῦ Ἰταλικοῦ στρατοῦ ὁ ὁποῖος ἀποχωρεῖ ἐκ Σκουτάρων. (1145, 1530, 1554, 1555)
istanbul-col-2 (898, 549, 1105, 686)
